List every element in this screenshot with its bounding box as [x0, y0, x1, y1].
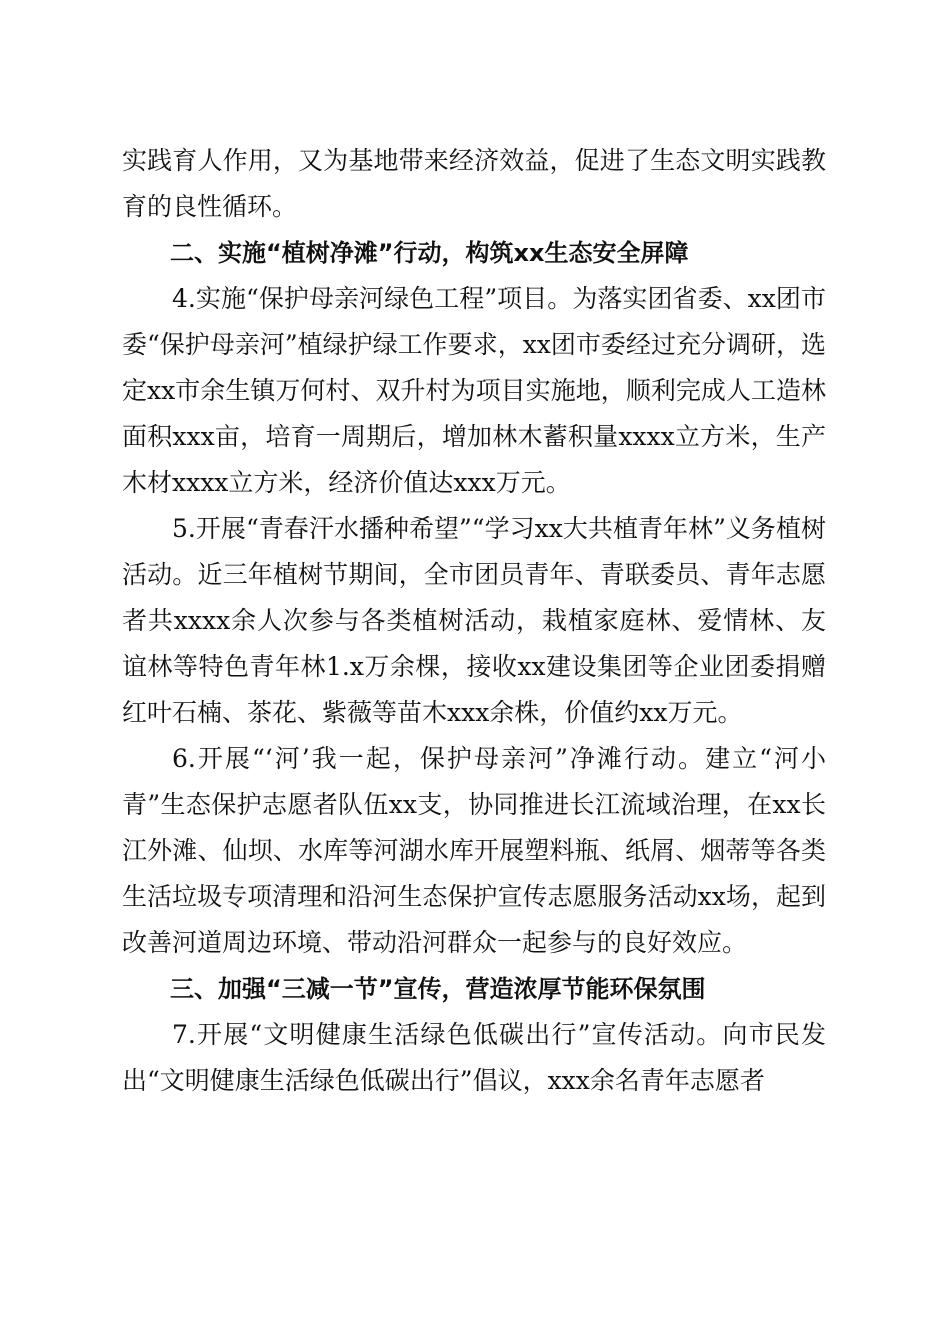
section-heading-3: 三、加强“三减一节”宣传，营造浓厚节能环保氛围: [170, 975, 706, 1003]
item-4-paragraph: 4.实施“保护母亲河绿色工程”项目。为落实团省委、xx团市委“保护母亲河”植绿护绿工作要求，xx团市委经过充分调研，选定xx市余生镇万何村、双升村为项目实施地，顺利完成人工造林面积xxx亩，培育一周期后，增加林木蓄积量xxxx立方米，生产木材xxxx立方米，经济价值达xxx万元。: [122, 284, 826, 497]
item-5-paragraph: 5.开展“青春汗水播种希望”“学习xx大共植青年林”义务植树活动。近三年植树节期间，全市团员青年、青联委员、青年志愿者共xxxx余人次参与各类植树活动，栽植家庭林、爱情林、友谊林等特色青年林1.x万余棵，接收xx建设集团等企业团委捐赠红叶石楠、茶花、紫薇等苗木xxx余株，价值约xx万元。: [122, 514, 826, 727]
continuation-paragraph: 实践育人作用，又为基地带来经济效益，促进了生态文明实践教育的良性循环。: [122, 146, 826, 221]
section-heading-2: 二、实施“植树净滩”行动，构筑xx生态安全屏障: [170, 239, 689, 267]
item-7-paragraph: 7.开展“文明健康生活绿色低碳出行”宣传活动。向市民发出“文明健康生活绿色低碳出行”倡议，xxx余名青年志愿者: [122, 1020, 826, 1095]
item-6-paragraph: 6.开展“‘河’我一起，保护母亲河”净滩行动。建立“河小青”生态保护志愿者队伍xx支，协同推进长江流域治理，在xx长江外滩、仙坝、水库等河湖水库开展塑料瓶、纸屑、烟蒂等各类生活垃圾专项清理和沿河生态保护宣传志愿服务活动xx场，起到改善河道周边环境、带动沿河群众一起参与的良好效应。: [122, 744, 826, 957]
document-body: [122, 138, 826, 1104]
